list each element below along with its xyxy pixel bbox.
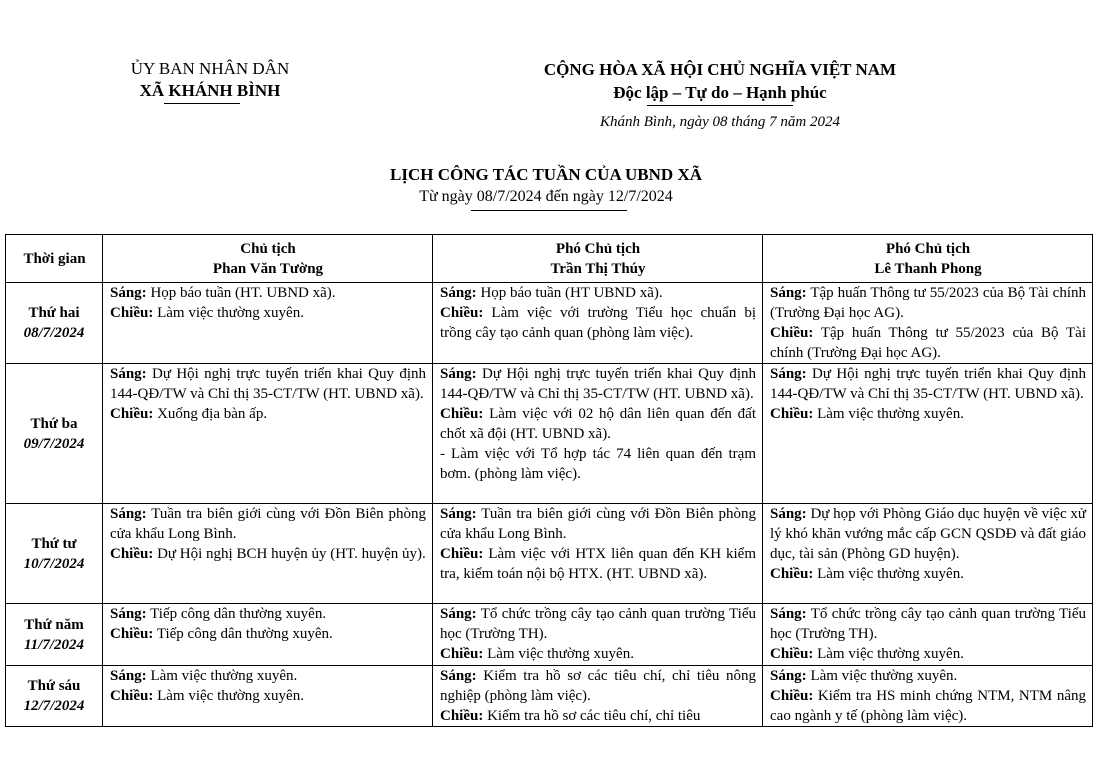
schedule-entry [110,686,426,706]
day-date: 11/7/2024 [23,636,84,653]
schedule-entry [770,504,1086,564]
session-text: Họp báo tuần (HT. UBND xã). [146,285,336,301]
day-date: 08/7/2024 [23,325,85,341]
session-text: Làm việc thường xuyên. [146,668,298,684]
day-date: 12/7/2024 [23,698,85,714]
schedule-entry [110,624,426,644]
session-text: Làm việc với HTX liên quan đến KH kiểm tra, kiểm toán nội bộ HTX. (HT. UBND xã). [440,546,756,582]
schedule-cell-c2 [433,666,763,727]
column-person: Lê Thanh Phong [874,261,982,277]
session-text: Kiểm tra HS minh chứng NTM, NTM nâng cao ngành y tế (phòng làm việc). [770,688,1086,724]
column-person: Phan Văn Tường [212,261,324,277]
nation-name: CỘNG HÒA XÃ HỘI CHỦ NGHĨA VIỆT NAM [543,60,897,79]
session-label: Sáng: [440,506,477,522]
session-label: Sáng: [440,668,477,684]
session-text: Dự Hội nghị trực tuyến triển khai Quy định 144-QĐ/TW và Chỉ thị 35-CT/TW (HT. UBND xã). [110,366,426,402]
schedule-entry [110,283,426,303]
session-label: Sáng: [770,285,807,301]
schedule-entry [770,666,1086,686]
schedule-cell-c1 [103,666,433,727]
session-text: Kiểm tra hồ sơ các tiêu chí, chỉ tiêu [483,708,701,724]
session-label: Sáng: [110,668,147,684]
schedule-entry [110,364,426,404]
nation-motto: Độc lập – Tự do – Hạnh phúc [613,83,827,102]
session-label: Sáng: [440,285,477,301]
schedule-cell-c2 [433,364,763,504]
table-row [6,364,1093,504]
header-row [6,235,1093,283]
session-text: Tổ chức trồng cây tạo cảnh quan trường Tiểu học (Trường TH). [440,606,756,642]
document-date: Khánh Bình, ngày 08 tháng 7 năm 2024 [600,114,840,130]
subtitle-underline [471,210,627,211]
session-label: Chiều: [440,646,484,662]
session-label: Chiều: [770,406,814,422]
schedule-entry [110,604,426,624]
schedule-cell-c3 [763,364,1093,504]
org-name-line2: XÃ KHÁNH BÌNH [139,81,281,100]
schedule-cell-c2 [433,504,763,604]
session-label: Chiều: [440,406,484,422]
org-name-line1: ỦY BAN NHÂN DÂN [130,59,290,78]
session-label: Sáng: [110,285,147,301]
table-row [6,666,1093,727]
schedule-table [5,234,1093,727]
day-name: Thứ ba [30,415,78,432]
column-person: Trần Thị Thúy [550,261,646,277]
schedule-entry [770,323,1086,363]
session-label: Chiều: [440,546,484,562]
day-name: Thứ tư [31,535,77,552]
schedule-cell-c1 [103,604,433,666]
session-text: Làm việc thường xuyên. [813,566,964,582]
schedule-entry [440,644,756,664]
session-text: Làm việc với 02 hộ dân liên quan đến đất chốt xã đội (HT. UBND xã). [440,406,756,442]
schedule-entry [440,666,756,706]
session-text: Tiếp công dân thường xuyên. [153,626,333,642]
schedule-entry [110,303,426,323]
schedule-cell-c3 [763,283,1093,364]
organization-header [100,58,320,102]
session-text: Làm việc thường xuyên. [483,646,634,662]
day-date: 10/7/2024 [23,555,85,572]
session-label: Sáng: [440,606,477,622]
session-text: Làm việc thường xuyên. [153,305,304,321]
document-subtitle [300,188,792,206]
session-label: Chiều: [110,688,154,704]
column-role: Phó Chủ tịch [555,241,641,257]
motto-underline [647,105,793,106]
schedule-entry [110,404,426,424]
session-text: Dự Hội nghị trực tuyến triển khai Quy định 144-QĐ/TW và Chỉ thị 35-CT/TW (HT. UBND xã). [440,366,756,402]
document-title: LỊCH CÔNG TÁC TUẦN CỦA UBND XÃ [389,165,703,184]
session-label: Chiều: [770,325,814,341]
session-text: Làm việc với trường Tiểu học chuẩn bị trồng cây tạo cảnh quan (phòng làm việc). [440,305,756,341]
schedule-entry [440,444,756,484]
day-cell [6,504,103,604]
schedule-cell-c1 [103,364,433,504]
schedule-cell-c3 [763,504,1093,604]
schedule-entry [770,564,1086,584]
schedule-cell-c1 [103,283,433,364]
session-text: Dự Hội nghị trực tuyến triển khai Quy định 144-QĐ/TW và Chỉ thị 35-CT/TW (HT. UBND xã). [770,366,1086,402]
session-label: Sáng: [770,366,807,382]
session-label: Chiều: [770,566,814,582]
session-text: Tập huấn Thông tư 55/2023 của Bộ Tài chính (Trường Đại học AG). [770,285,1086,321]
session-label: Sáng: [110,606,147,622]
table-row [6,504,1093,604]
session-text: Tuần tra biên giới cùng với Đồn Biên phòng cửa khẩu Long Bình. [110,506,426,542]
schedule-entry [440,364,756,404]
national-header [500,58,940,104]
day-name: Thứ năm [24,616,84,633]
session-label: Chiều: [440,708,484,724]
session-text: Làm việc thường xuyên. [806,668,958,684]
column-role: Chủ tịch [240,241,296,257]
session-text: Dự họp với Phòng Giáo dục huyện về việc xử lý khó khăn vướng mắc cấp GCN QSDĐ và đất giáo dục, tài sản (Phòng GD huyện). [770,506,1087,562]
schedule-cell-c3 [763,666,1093,727]
session-label: Chiều: [770,688,814,704]
schedule-entry [440,604,756,644]
time-column-header: Thời gian [6,235,103,283]
org-underline [164,103,240,104]
subtitle-text: Từ ngày 08/7/2024 đến ngày 12/7/2024 [419,188,673,205]
session-text: - Làm việc với Tổ hợp tác 74 liên quan đến trạm bơm. (phòng làm việc). [440,446,756,482]
schedule-cell-c2 [433,604,763,666]
schedule-entry [770,364,1086,404]
session-label: Chiều: [110,406,154,422]
session-text: Họp báo tuần (HT UBND xã). [476,285,663,301]
schedule-cell-c2 [433,283,763,364]
schedule-entry [110,504,426,544]
day-cell [6,604,103,666]
day-cell [6,666,103,727]
schedule-entry [770,604,1086,644]
session-label: Sáng: [770,506,807,522]
day-cell [6,364,103,504]
day-cell [6,283,103,364]
day-name: Thứ sáu [27,678,81,694]
schedule-entry [440,706,756,726]
schedule-entry [440,544,756,584]
session-text: Làm việc thường xuyên. [813,406,964,422]
session-text: Tiếp công dân thường xuyên. [146,606,327,622]
session-text: Làm việc thường xuyên. [153,688,304,704]
column-role: Phó Chủ tịch [885,241,971,257]
session-text: Dự Hội nghị BCH huyện ủy (HT. huyện ủy). [153,546,426,562]
session-text: Kiểm tra hồ sơ các tiêu chí, chỉ tiêu nông nghiệp (phòng làm việc). [440,668,756,704]
table-row [6,604,1093,666]
schedule-entry [770,686,1086,726]
schedule-cell-c3 [763,604,1093,666]
session-label: Chiều: [110,305,154,321]
schedule-entry [440,303,756,343]
session-label: Sáng: [110,506,147,522]
session-label: Sáng: [770,668,807,684]
vice-chair-2-column-header [763,235,1093,283]
schedule-entry [440,283,756,303]
session-label: Chiều: [770,646,814,662]
vice-chair-1-column-header [433,235,763,283]
schedule-entry [440,404,756,444]
session-text: Tuần tra biên giới cùng với Đồn Biên phòng cửa khẩu Long Bình. [440,506,756,542]
table-row [6,283,1093,364]
session-label: Sáng: [110,366,147,382]
session-label: Chiều: [440,305,484,321]
session-text: Làm việc thường xuyên. [813,646,964,662]
day-date: 09/7/2024 [23,435,85,452]
session-text: Tổ chức trồng cây tạo cảnh quan trường Tiểu học (Trường TH). [770,606,1086,642]
schedule-cell-c1 [103,504,433,604]
session-text: Tập huấn Thông tư 55/2023 của Bộ Tài chính (Trường Đại học AG). [770,325,1086,361]
schedule-entry [770,404,1086,424]
schedule-entry [440,504,756,544]
session-label: Chiều: [110,626,154,642]
schedule-entry [770,644,1086,664]
session-label: Sáng: [440,366,477,382]
day-name: Thứ hai [28,305,80,321]
chairman-column-header [103,235,433,283]
schedule-entry [110,666,426,686]
session-label: Chiều: [110,546,154,562]
schedule-entry [110,544,426,564]
schedule-entry [770,283,1086,323]
session-text: Xuống địa bàn ấp. [153,406,268,422]
session-label: Sáng: [770,606,807,622]
